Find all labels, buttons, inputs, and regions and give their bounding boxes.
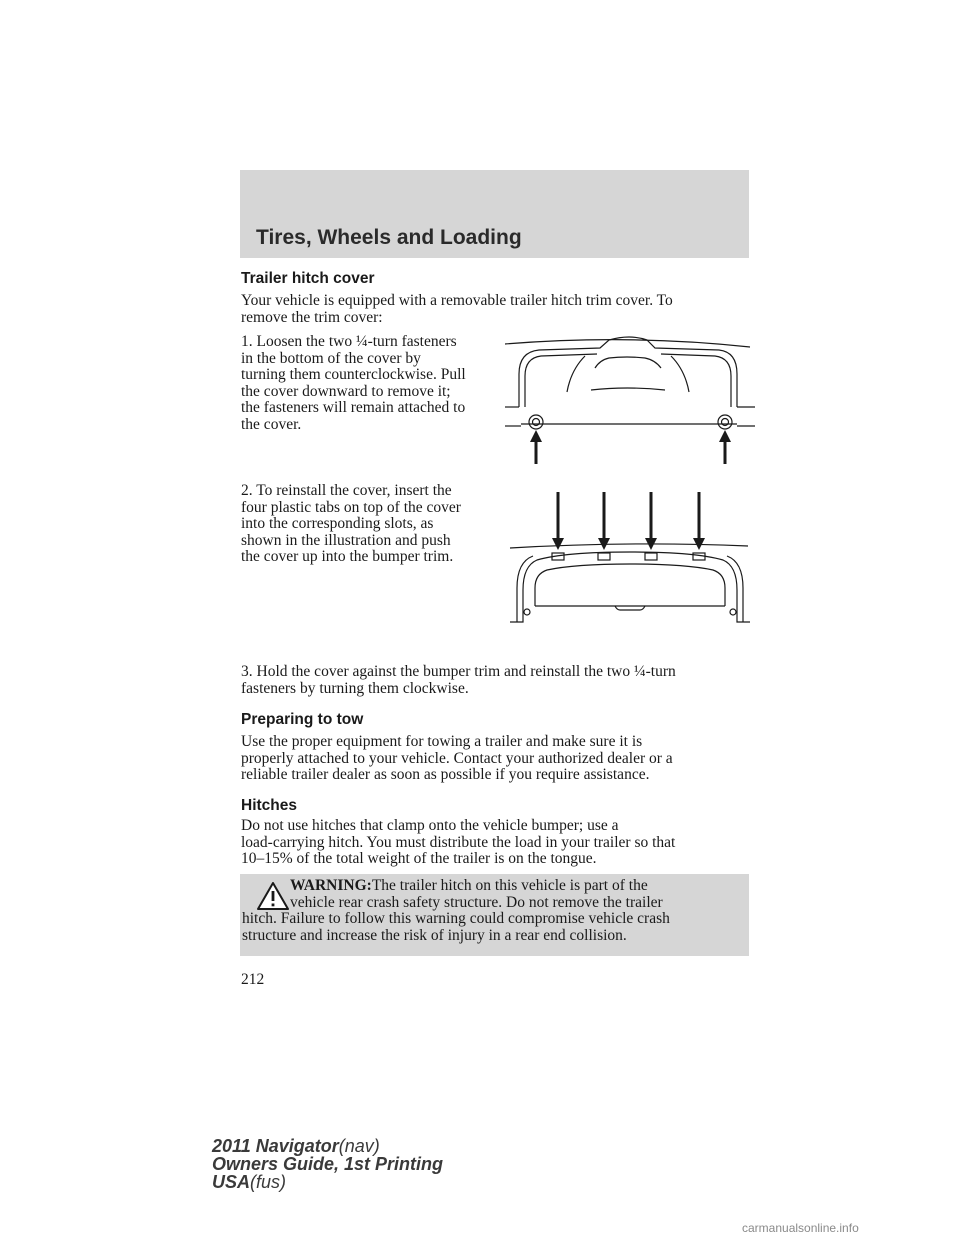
section-header-band [240, 170, 749, 258]
fastener-right [718, 415, 732, 429]
cover-inner-left [525, 354, 597, 407]
footer-market: USA [212, 1172, 251, 1192]
text-line: Your vehicle is equipped with a removable trailer hitch trim cover. To [241, 292, 673, 309]
footer-model-code: (nav) [338, 1136, 380, 1156]
footer-line-2 [212, 1155, 443, 1173]
heading-hitches: Hitches [241, 797, 297, 814]
text-line: four plastic tabs on top of the cover [241, 498, 461, 516]
text-line: Do not use hitches that clamp onto the vehicle bumper; use a [241, 817, 619, 834]
preparing-to-tow-paragraph [241, 734, 741, 784]
cover-screw-left [524, 609, 530, 615]
page-number: 212 [241, 971, 265, 988]
text-line: in the bottom of the cover by [241, 349, 421, 367]
text-line: 2. To reinstall the cover, insert the [241, 482, 452, 499]
tab-slot-2 [598, 553, 610, 560]
text-line: the cover up into the bumper trim. [241, 548, 454, 565]
cover-crease-left [567, 356, 585, 392]
watermark: carmanualsonline.info [742, 1221, 859, 1235]
cover-inner-right [661, 354, 731, 407]
text-line: Use the proper equipment for towing a trailer and make sure it is [241, 733, 643, 750]
cover-inner-opening [535, 564, 725, 606]
warning-box [240, 874, 749, 956]
bumper-top-line [505, 340, 750, 347]
footer-line-1 [212, 1137, 443, 1155]
intro-paragraph [241, 293, 741, 326]
document-footer [212, 1137, 443, 1191]
text-line: the cover. [241, 415, 302, 433]
text-line: remove the trim cover: [241, 308, 383, 326]
text-line: the cover downward to remove it; [241, 382, 451, 400]
text-line: shown in the illustration and push [241, 531, 451, 549]
text-line: vehicle rear crash safety structure. Do not remove the trailer [290, 893, 663, 911]
text-line: into the corresponding slots, as [241, 515, 434, 532]
heading-trailer-hitch-cover: Trailer hitch cover [241, 270, 375, 287]
hitch-cover-reinstall-illustration [505, 488, 755, 628]
hitches-paragraph [241, 818, 741, 868]
text-line: structure and increase the risk of injury in a rear end collision. [242, 926, 627, 944]
cover-recess [595, 357, 661, 368]
cover-crease-right [671, 356, 689, 392]
arrow-left-head [530, 430, 542, 442]
text-line: 3. Hold the cover against the bumper trim and reinstall the two ¼-turn [241, 663, 676, 680]
fastener-left [529, 415, 543, 429]
warning-first-line-text: The trailer hitch on this vehicle is part of the [371, 877, 648, 894]
heading-preparing-to-tow: Preparing to tow [241, 711, 364, 728]
section-title: Tires, Wheels and Loading [256, 226, 522, 249]
cover-edge-left [517, 556, 533, 622]
step-1-paragraph [241, 334, 501, 433]
tab-slot-3 [645, 553, 657, 560]
cover-screw-right [730, 609, 736, 615]
text-line: load-carrying hitch. You must distribute the load in your trailer so that [241, 833, 676, 851]
text-line: 10–15% of the total weight of the trailer is on the tongue. [241, 850, 597, 867]
text-line: the fasteners will remain attached to [241, 399, 466, 416]
text-line: fasteners by turning them clockwise. [241, 679, 469, 697]
footer-line-3 [212, 1173, 443, 1191]
cover-recess-bottom [591, 388, 665, 390]
step-3-paragraph [241, 664, 741, 697]
warning-first-line [242, 878, 742, 895]
footer-market-code: (fus) [250, 1172, 287, 1192]
footer-model: 2011 Navigator [212, 1136, 339, 1156]
warning-label: WARNING: [290, 877, 372, 894]
text-line: properly attached to your vehicle. Contact your authorized dealer or a [241, 749, 673, 767]
text-line: turning them counterclockwise. Pull [241, 366, 466, 383]
cover-outline [519, 337, 737, 407]
arrow-right-head [719, 430, 731, 442]
hitch-cover-removal-illustration [505, 330, 755, 470]
cover-edge-right [727, 556, 743, 622]
cover-outline [510, 552, 750, 622]
text-line: hitch. Failure to follow this warning could compromise vehicle crash [242, 910, 670, 927]
arrow-1-head [552, 538, 564, 550]
bumper-line [510, 544, 748, 548]
text-line: 1. Loosen the two ¼-turn fasteners [241, 333, 457, 350]
footer-guide: Owners Guide, 1st Printing [212, 1154, 444, 1174]
step-2-paragraph [241, 483, 501, 566]
warning-text [242, 878, 742, 944]
text-line: reliable trailer dealer as soon as possible if you require assistance. [241, 766, 650, 783]
